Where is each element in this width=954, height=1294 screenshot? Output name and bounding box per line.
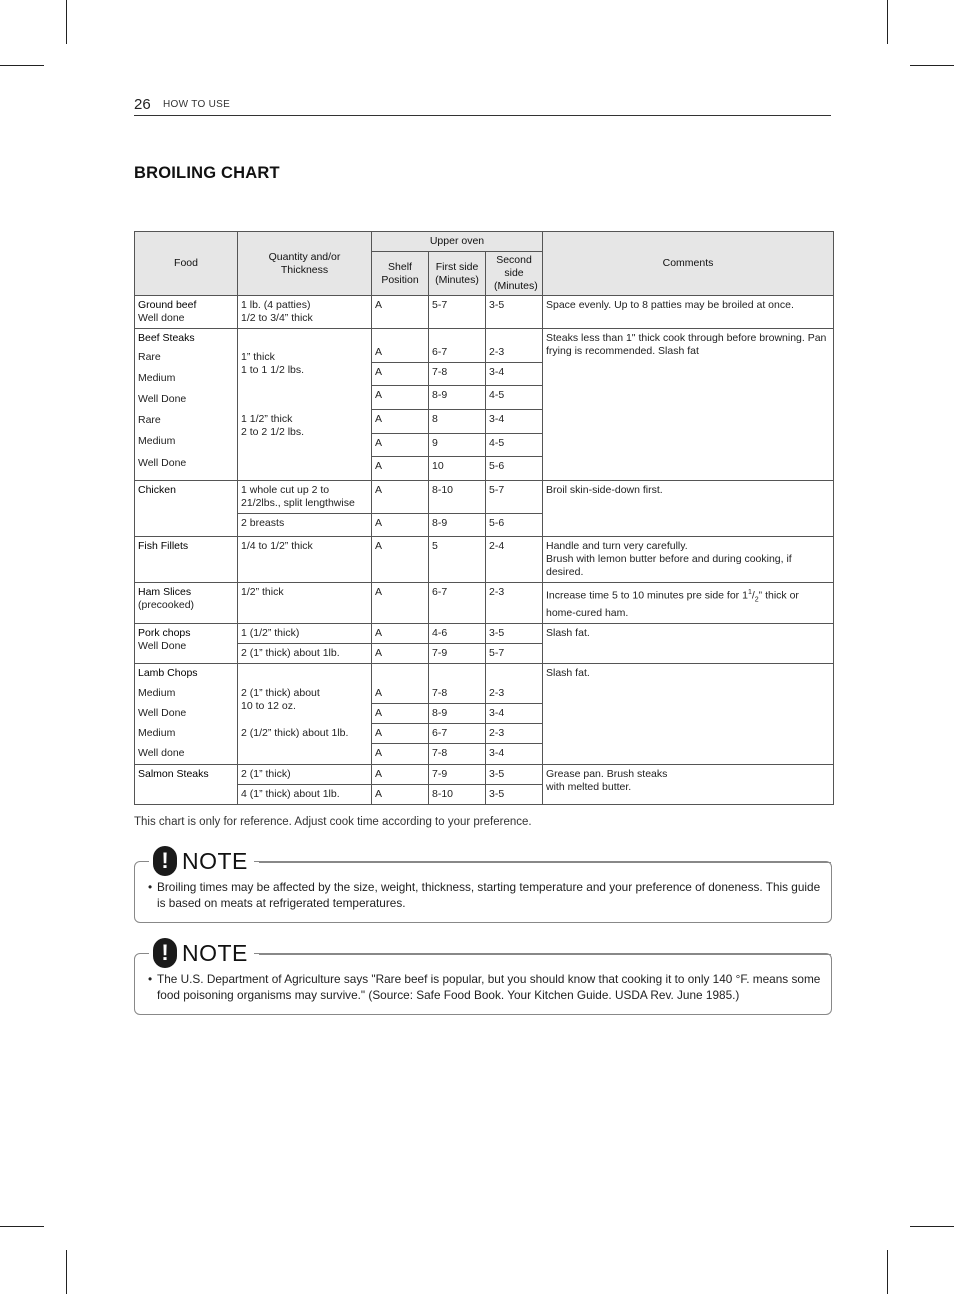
- crop-mark: [0, 1226, 44, 1227]
- comment-cell: Increase time 5 to 10 minutes pre side for $1^1/_2$” thick or home-cured ham.: [543, 583, 834, 624]
- second-side-cell: 3-4: [486, 744, 543, 764]
- quantity-cell: 1/2” thick: [238, 583, 372, 624]
- first-side-cell: 8-10: [429, 481, 486, 514]
- food-cell: Pork chops Well Done: [135, 623, 238, 663]
- second-side-cell: 5-7: [486, 643, 543, 663]
- first-side-cell: 8-10: [429, 784, 486, 804]
- second-side-cell: 3-4: [486, 410, 543, 434]
- note-box: [134, 847, 832, 923]
- second-side-cell: 5-7: [486, 481, 543, 514]
- crop-mark: [887, 1250, 888, 1294]
- exclamation-icon: !: [153, 846, 177, 876]
- exclamation-icon: !: [153, 938, 177, 968]
- shelf-cell: A: [372, 724, 429, 744]
- quantity-cell: 2 (1” thick) about 1lb.: [238, 643, 372, 663]
- header-first-side: First side (Minutes): [429, 252, 486, 296]
- section-title: HOW TO USE: [163, 99, 231, 110]
- first-side-cell: 6-7: [429, 583, 486, 624]
- quantity-cell: 4 (1” thick) about 1lb.: [238, 784, 372, 804]
- food-cell: Beef Steaks Rare Medium Well Done Rare Medium Well Done: [135, 329, 238, 481]
- first-side-cell: 7-8: [429, 363, 486, 386]
- second-side-cell: 2-4: [486, 537, 543, 583]
- bullet-icon: •: [148, 972, 153, 986]
- second-side-cell: 5-6: [486, 457, 543, 481]
- food-cell: Salmon Steaks: [135, 764, 238, 804]
- second-side-cell: 2-3: [486, 583, 543, 624]
- comment-cell: Slash fat.: [543, 663, 834, 764]
- second-side-cell: 3-5: [486, 623, 543, 643]
- shelf-cell: A: [372, 703, 429, 723]
- second-side-cell: 3-5: [486, 764, 543, 784]
- first-side-cell: 8-9: [429, 703, 486, 723]
- second-side-cell: 3-4: [486, 703, 543, 723]
- crop-mark: [0, 65, 44, 66]
- quantity-cell: 2 (1” thick) about 10 to 12 oz. 2 (1/2” thick) about 1lb.: [238, 663, 372, 764]
- quantity-cell: 1 (1/2” thick): [238, 623, 372, 643]
- note-label: NOTE: [182, 939, 248, 966]
- first-side-cell: 9: [429, 434, 486, 457]
- first-side-cell: 6-7: [429, 329, 486, 363]
- food-cell: Chicken: [135, 481, 238, 537]
- shelf-cell: A: [372, 363, 429, 386]
- first-side-cell: 8: [429, 410, 486, 434]
- header-food: Food: [135, 232, 238, 296]
- first-side-cell: 8-9: [429, 514, 486, 537]
- first-side-cell: 5-7: [429, 296, 486, 329]
- second-side-cell: 4-5: [486, 434, 543, 457]
- first-side-cell: 7-9: [429, 764, 486, 784]
- food-cell: Ground beef Well done: [135, 296, 238, 329]
- header-comments: Comments: [543, 232, 834, 296]
- quantity-cell: 2 (1” thick): [238, 764, 372, 784]
- second-side-cell: 3-5: [486, 296, 543, 329]
- second-side-cell: 3-5: [486, 784, 543, 804]
- shelf-cell: A: [372, 386, 429, 410]
- shelf-cell: A: [372, 329, 429, 363]
- crop-mark: [887, 0, 888, 44]
- crop-mark: [910, 1226, 954, 1227]
- shelf-cell: A: [372, 514, 429, 537]
- shelf-cell: A: [372, 623, 429, 643]
- shelf-cell: A: [372, 643, 429, 663]
- first-side-cell: 7-8: [429, 744, 486, 764]
- shelf-cell: A: [372, 434, 429, 457]
- second-side-cell: 2-3: [486, 724, 543, 744]
- second-side-cell: 3-4: [486, 363, 543, 386]
- header-shelf: Shelf Position: [372, 252, 429, 296]
- food-cell: Ham Slices (precooked): [135, 583, 238, 624]
- shelf-cell: A: [372, 583, 429, 624]
- first-side-cell: 5: [429, 537, 486, 583]
- chart-footnote: This chart is only for reference. Adjust cook time according to your preference.: [134, 816, 532, 828]
- first-side-cell: 4-6: [429, 623, 486, 643]
- comment-cell: Space evenly. Up to 8 patties may be broiled at once.: [543, 296, 834, 329]
- header-quantity: Quantity and/or Thickness: [238, 232, 372, 296]
- note-text: • The U.S. Department of Agriculture says "Rare beef is popular, but you should know that cooking it to only 140 °F. means some food poisoning organisms may survive." (Source: Safe Food Book. Your Kitchen Guide. USDA Rev. June 1985.): [148, 972, 821, 1002]
- shelf-cell: A: [372, 296, 429, 329]
- first-side-cell: 7-8: [429, 663, 486, 703]
- second-side-cell: 2-3: [486, 329, 543, 363]
- comment-cell: Grease pan. Brush steaks with melted butter.: [543, 764, 834, 804]
- crop-mark: [66, 0, 67, 44]
- shelf-cell: A: [372, 457, 429, 481]
- header-upper-oven: Upper oven: [372, 232, 543, 252]
- crop-mark: [66, 1250, 67, 1294]
- note-box: [134, 939, 832, 1015]
- quantity-cell: 1 lb. (4 patties) 1/2 to 3/4” thick: [238, 296, 372, 329]
- first-side-cell: 10: [429, 457, 486, 481]
- page-header: [134, 96, 831, 116]
- crop-mark: [910, 65, 954, 66]
- page-title: BROILING CHART: [134, 164, 280, 182]
- shelf-cell: A: [372, 744, 429, 764]
- second-side-cell: 4-5: [486, 386, 543, 410]
- shelf-cell: A: [372, 481, 429, 514]
- quantity-cell: 2 breasts: [238, 514, 372, 537]
- shelf-cell: A: [372, 537, 429, 583]
- second-side-cell: 2-3: [486, 663, 543, 703]
- food-cell: Lamb Chops Medium Well Done Medium Well done: [135, 663, 238, 764]
- first-side-cell: 8-9: [429, 386, 486, 410]
- shelf-cell: A: [372, 784, 429, 804]
- shelf-cell: A: [372, 410, 429, 434]
- food-cell: Fish Fillets: [135, 537, 238, 583]
- bullet-icon: •: [148, 880, 153, 894]
- comment-cell: Slash fat.: [543, 623, 834, 663]
- page-number: 26: [134, 96, 151, 113]
- header-second-side: Second side (Minutes): [486, 252, 543, 296]
- quantity-cell: 1/4 to 1/2” thick: [238, 537, 372, 583]
- comment-cell: Steaks less than 1" thick cook through before browning. Pan frying is recommended. Slash fat: [543, 329, 834, 481]
- note-text: • Broiling times may be affected by the size, weight, thickness, starting temperature and your preference of doneness. This guide is based on meats at refrigerated temperatures.: [148, 880, 821, 910]
- first-side-cell: 7-9: [429, 643, 486, 663]
- first-side-cell: 6-7: [429, 724, 486, 744]
- shelf-cell: A: [372, 764, 429, 784]
- quantity-cell: 1” thick 1 to 1 1/2 lbs. 1 1/2” thick 2 to 2 1/2 lbs.: [238, 329, 372, 481]
- comment-cell: Broil skin-side-down first.: [543, 481, 834, 537]
- quantity-cell: 1 whole cut up 2 to 21/2lbs., split lengthwise: [238, 481, 372, 514]
- broiling-chart-table: [134, 231, 834, 805]
- shelf-cell: A: [372, 663, 429, 703]
- second-side-cell: 5-6: [486, 514, 543, 537]
- comment-cell: Handle and turn very carefully. Brush with lemon butter before and during cooking, if desired.: [543, 537, 834, 583]
- note-label: NOTE: [182, 847, 248, 874]
